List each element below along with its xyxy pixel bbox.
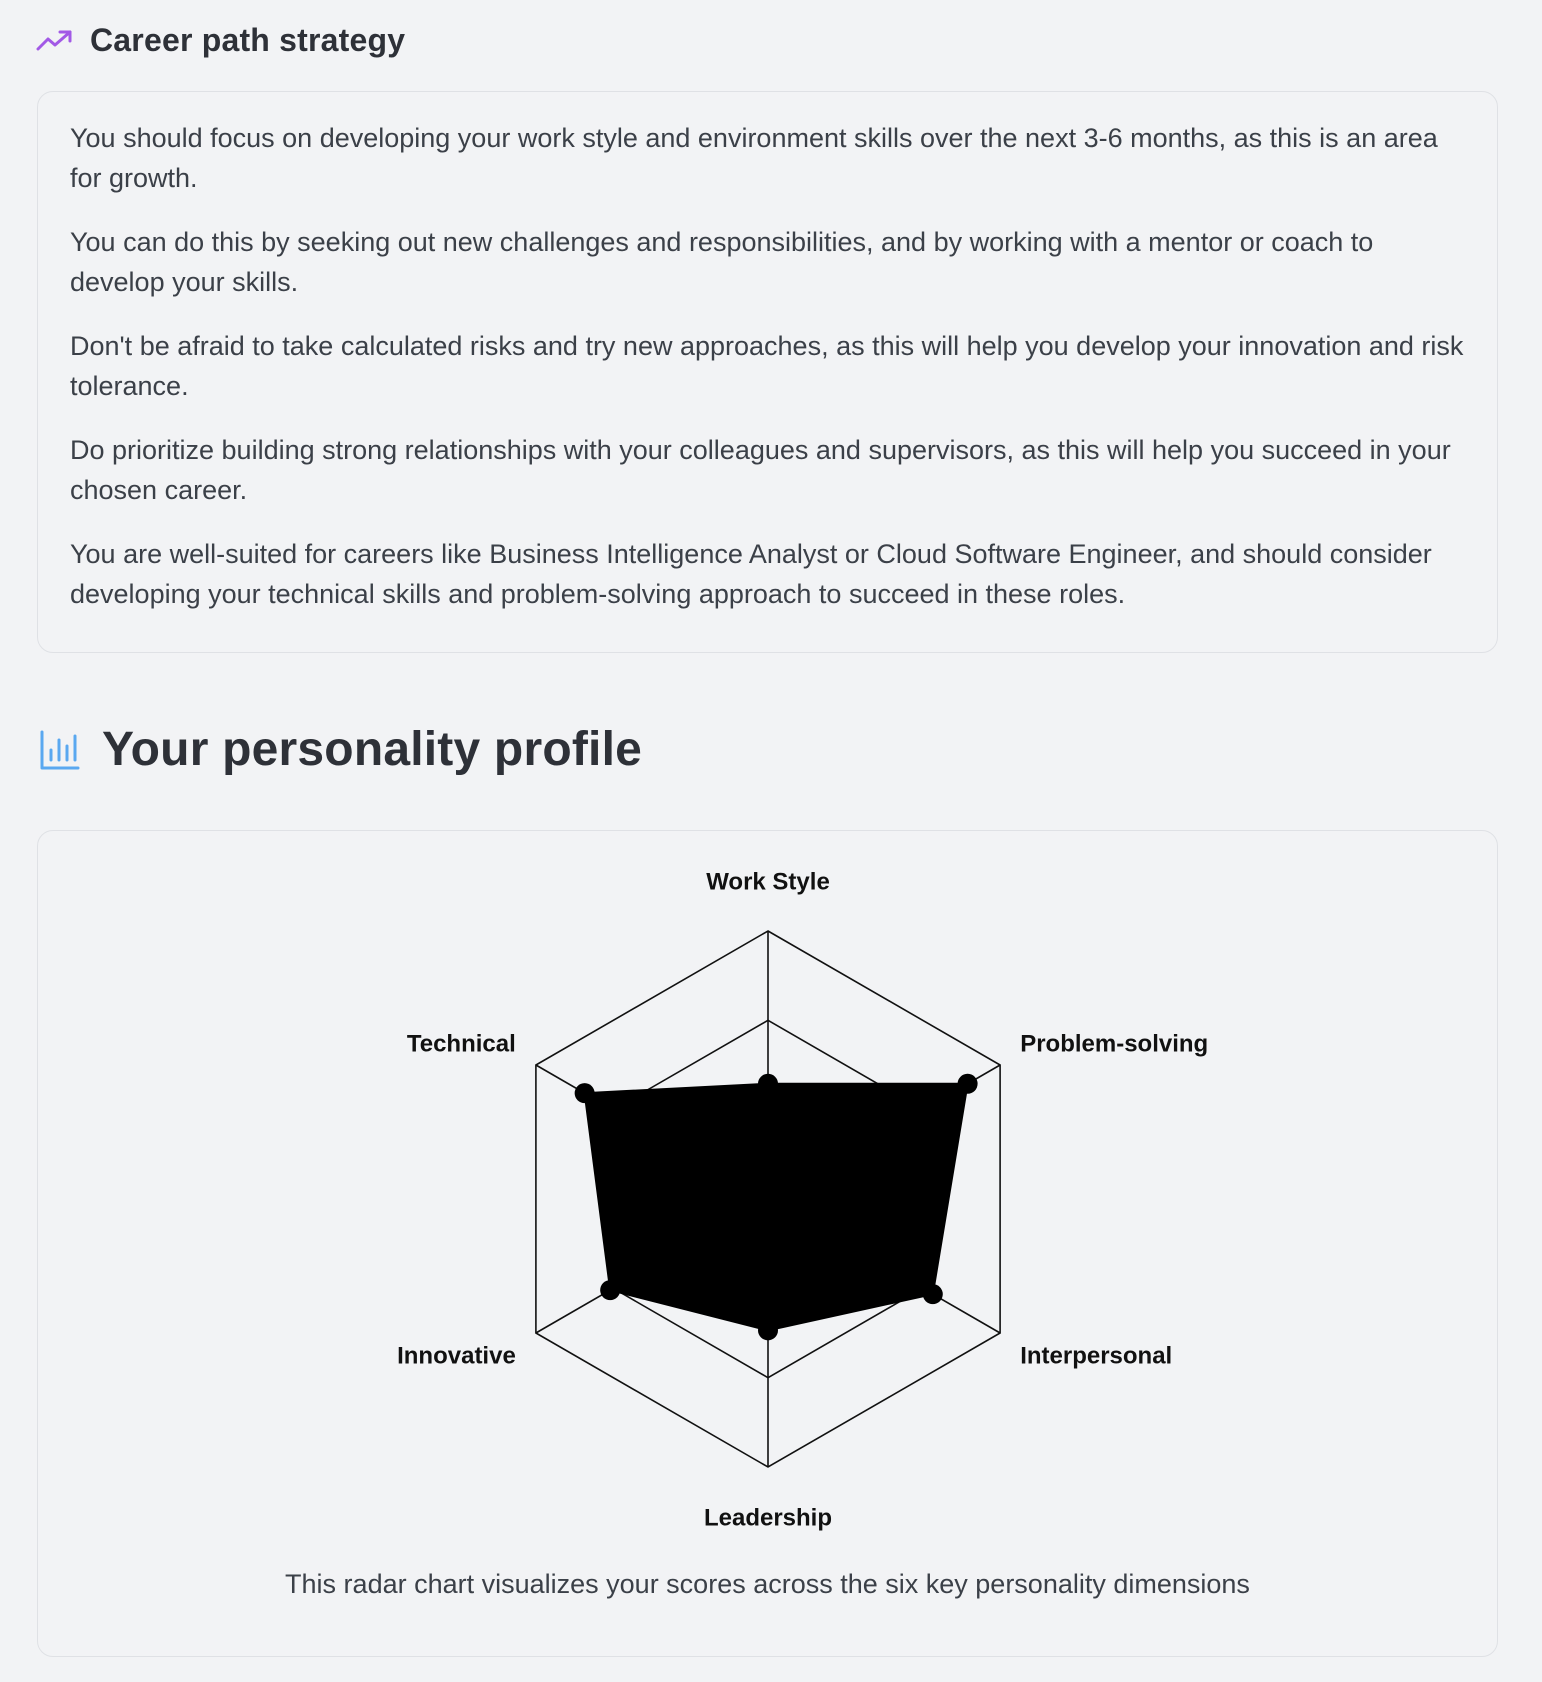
personality-profile-title: Your personality profile (102, 723, 642, 776)
radar-axis-label: Innovative (397, 1342, 516, 1370)
strategy-paragraph: Do prioritize building strong relationships with your colleagues and supervisors, as this will help you succeed in your chosen career. (70, 435, 1451, 505)
radar-axis-label: Work Style (706, 868, 830, 896)
bar-chart-icon (38, 728, 82, 772)
radar-data-point (600, 1280, 620, 1300)
career-strategy-header (36, 22, 405, 59)
radar-axis-label: Technical (406, 1030, 516, 1058)
radar-data-point (958, 1074, 978, 1094)
strategy-paragraph: You can do this by seeking out new challenges and responsibilities, and by working with a mentor or coach to develop your skills. (70, 227, 1374, 297)
radar-data-point (758, 1074, 778, 1094)
trending-up-icon (36, 29, 74, 53)
radar-axis-label: Interpersonal (1020, 1342, 1173, 1370)
chart-caption: This radar chart visualizes your scores across the six key personality dimensions (285, 1569, 1250, 1599)
career-strategy-title: Career path strategy (90, 22, 406, 58)
radar-axis-label: Leadership (703, 1504, 833, 1532)
personality-profile-header (38, 722, 642, 777)
career-strategy-card (37, 91, 1498, 653)
strategy-paragraph: Don't be afraid to take calculated risks and try new approaches, as this will help you develop your innovation and risk tolerance. (70, 331, 1464, 401)
strategy-paragraph: You should focus on developing your work style and environment skills over the next 3-6 months, as this is an area for growth. (70, 123, 1438, 193)
radar-data-area (585, 1084, 968, 1331)
strategy-paragraph: You are well-suited for careers like Business Intelligence Analyst or Cloud Software Engineer, and should consider developing your technical skills and problem-solving approach to succeed in these roles. (70, 539, 1432, 609)
radar-data-point (923, 1284, 943, 1304)
radar-axis-label: Problem-solving (1020, 1030, 1209, 1058)
radar-chart (38, 831, 1499, 1551)
radar-data-point (575, 1083, 595, 1103)
personality-profile-card (37, 830, 1498, 1657)
radar-data-point (758, 1320, 778, 1340)
